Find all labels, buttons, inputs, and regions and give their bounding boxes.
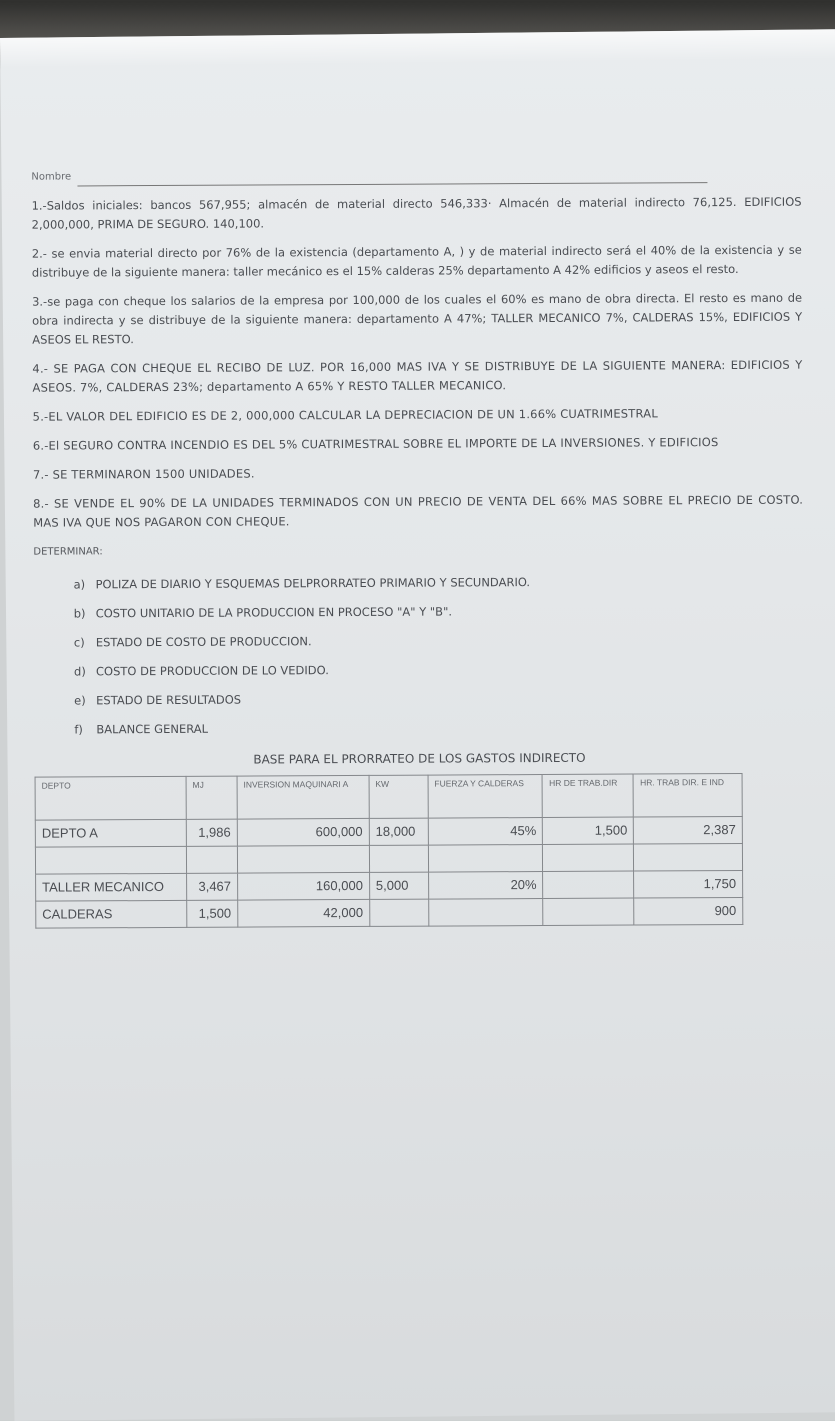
- table-row: [36, 870, 743, 901]
- prorrateo-table: [35, 773, 744, 929]
- table-cell: DEPTO A: [35, 819, 186, 847]
- table-cell: [634, 843, 743, 871]
- paragraph-6: 6.-El SEGURO CONTRA INCENDIO ES DEL 5% CUATRIMESTRAL SOBRE EL IMPORTE DE LA INVERSIONES. Y EDIFICIOS: [32, 435, 719, 453]
- table-cell: [186, 846, 237, 873]
- table-row: [35, 843, 742, 874]
- table-cell: [543, 871, 634, 898]
- document-content: [31, 164, 805, 929]
- column-header: FUERZA Y CALDERAS: [428, 775, 543, 819]
- column-header: KW: [369, 775, 428, 818]
- column-header: HR DE TRAB.DIR: [543, 774, 634, 817]
- table-cell: 20%: [428, 872, 543, 900]
- paragraph-3: 3.-se paga con cheque los salarios de la empresa por 100,000 de los cuales el 60% es mano de obra directa. El resto es mano de obra indirecta y se distribuye de la siguiente manera: departamento A 47%; TALLER MECANICO 7%, CALDERAS 15%, EDIFICIOS Y ASEOS EL RESTO.: [32, 290, 803, 347]
- table-cell: [369, 899, 428, 926]
- table-cell: [543, 898, 634, 925]
- paragraph-7: 7.- SE TERMINARON 1500 UNIDADES.: [32, 466, 255, 482]
- list-text: POLIZA DE DIARIO Y ESQUEMAS DELPRORRATEO PRIMARIO Y SECUNDARIO.: [95, 575, 531, 592]
- table-cell: [543, 844, 634, 871]
- list-text: COSTO UNITARIO DE LA PRODUCCION EN PROCESO "A" Y "B".: [95, 604, 453, 621]
- table-cell: 160,000: [237, 872, 369, 900]
- column-header: INVERSION MAQUINARI A: [237, 775, 369, 819]
- table-cell: 900: [634, 897, 743, 925]
- column-header: DEPTO: [35, 776, 186, 820]
- table-row: [36, 897, 743, 928]
- table-cell: [237, 845, 369, 873]
- name-row: [31, 164, 801, 187]
- list-letter: f): [74, 722, 83, 737]
- column-header: HR. TRAB DIR. E IND: [634, 773, 743, 817]
- list-item: [74, 601, 804, 624]
- paragraph-1: 1.-Saldos iniciales: bancos 567,955; almacén de material directo 546,333· Almacén de material indirecto 76,125. EDIFICIOS 2,000,000, PRIMA DE SEGURO. 140,100.: [31, 194, 802, 232]
- list-text: COSTO DE PRODUCCION DE LO VEDIDO.: [95, 663, 329, 679]
- paragraph-2: 2.- se envia material directo por 76% de la existencia (departamento A, ) y de material indirecto será el 40% de la existencia y se distribuye de la siguiente manera: taller mecánico es el 15% calderas 25% departamento A 42% edificios y aseos el resto.: [31, 242, 802, 280]
- table-cell: 45%: [428, 818, 543, 846]
- determinar-title: DETERMINAR:: [33, 546, 103, 558]
- table-cell: 1,986: [186, 819, 237, 846]
- list-letter: b): [73, 606, 86, 621]
- list-text: ESTADO DE RESULTADOS: [96, 692, 242, 708]
- name-blank-line: [77, 170, 707, 186]
- paragraph-5: 5.-EL VALOR DEL EDIFICIO ES DE 2, 000,000 CALCULAR LA DEPRECIACION DE UN 1.66% CUATRIMESTRAL: [32, 406, 658, 424]
- determinar-list: [73, 572, 804, 740]
- list-item: [74, 630, 804, 653]
- table-header-row: [35, 773, 742, 820]
- table-cell: 18,000: [369, 818, 428, 845]
- table-cell: [429, 899, 544, 927]
- table-row: [35, 816, 742, 847]
- paragraph-8: 8.- SE VENDE EL 90% DE LA UNIDADES TERMINADOS CON UN PRECIO DE VENTA DEL 66% MAS SOBRE EL PRECIO DE COSTO. MAS IVA QUE NOS PAGARON CON CHEQUE.: [33, 492, 804, 530]
- table-cell: 1,500: [187, 900, 238, 927]
- list-letter: c): [73, 635, 85, 650]
- table-cell: [369, 845, 428, 872]
- table-cell: 1,500: [543, 817, 634, 844]
- table-cell: 3,467: [186, 873, 237, 900]
- paragraph-4: 4.- SE PAGA CON CHEQUE EL RECIBO DE LUZ. POR 16,000 MAS IVA Y SE DISTRIBUYE DE LA SIGUIENTE MANERA: EDIFICIOS Y ASEOS. 7%, CALDERAS 23%; departamento A 65% Y RESTO TALLER MECANICO.: [32, 357, 803, 395]
- list-letter: a): [73, 577, 86, 592]
- list-item: [73, 572, 803, 595]
- table-cell: 5,000: [369, 872, 428, 899]
- table-cell: [35, 846, 186, 874]
- list-item: [74, 717, 804, 740]
- name-label: Nombre: [31, 171, 72, 183]
- list-item: [74, 659, 804, 682]
- list-item: [74, 688, 804, 711]
- list-text: ESTADO DE COSTO DE PRODUCCION.: [95, 634, 312, 650]
- paper-sheet: [0, 29, 835, 1421]
- list-text: BALANCE GENERAL: [96, 721, 209, 737]
- column-header: MJ: [186, 776, 237, 819]
- table-cell: 600,000: [237, 818, 369, 846]
- table-cell: 1,750: [634, 870, 743, 898]
- table-cell: CALDERAS: [36, 900, 187, 928]
- table-title: BASE PARA EL PRORRATEO DE LOS GASTOS INDIRECTO: [253, 750, 586, 767]
- table-cell: 42,000: [238, 899, 370, 927]
- list-letter: e): [74, 693, 86, 708]
- table-cell: [428, 845, 543, 873]
- table-cell: TALLER MECANICO: [36, 873, 187, 901]
- list-letter: d): [73, 664, 86, 679]
- table-cell: 2,387: [634, 816, 743, 844]
